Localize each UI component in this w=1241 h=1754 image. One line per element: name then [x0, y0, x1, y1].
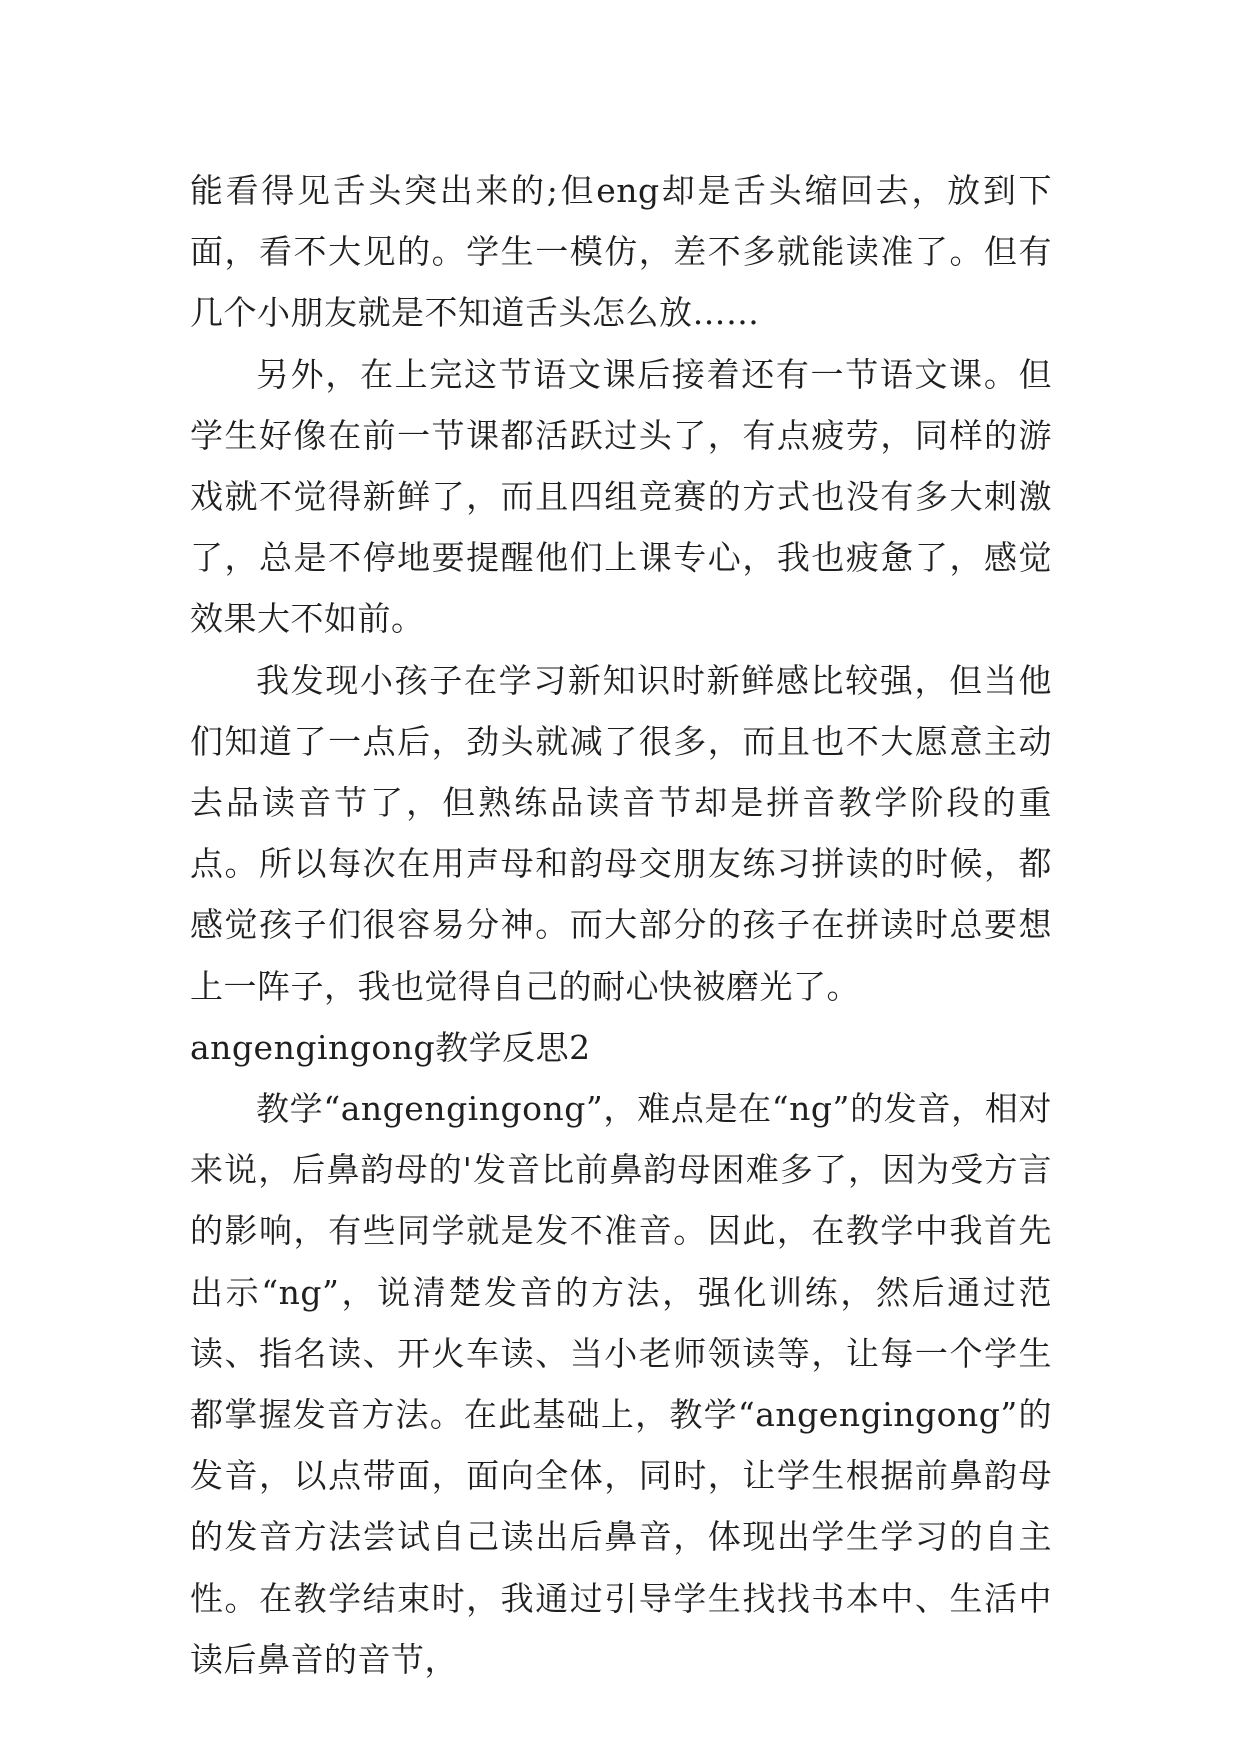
paragraph-2: 另外，在上完这节语文课后接着还有一节语文课。但学生好像在前一节课都活跃过头了，有点疲劳，同样的游戏就不觉得新鲜了，而且四组竞赛的方式也没有多大刺激了，总是不停地要提醒他们上课专心，我也疲惫了，感觉效果大不如前。	[190, 354, 1052, 639]
paragraph-3: 我发现小孩子在学习新知识时新鲜感比较强，但当他们知道了一点后，劲头就减了很多，而且也不大愿意主动去品读音节了，但熟练品读音节却是拼音教学阶段的重点。所以每次在用声母和韵母交朋友练习拼读的时候，都感觉孩子们很容易分神。而大部分的孩子在拼读时总要想上一阵子，我也觉得自己的耐心快被磨光了。	[190, 660, 1052, 1006]
section-heading: angengingong教学反思2	[190, 1027, 591, 1067]
paragraph-1: 能看得见舌头突出来的;但eng却是舌头缩回去，放到下面，看不大见的。学生一模仿，差不多就能读准了。但有几个小朋友就是不知道舌头怎么放……	[190, 171, 1052, 333]
paragraph-4: 教学“angengingong”，难点是在“ng”的发音，相对来说，后鼻韵母的'发音比前鼻韵母困难多了，因为受方言的影响，有些同学就是发不准音。因此，在教学中我首先出示“ng”，说清楚发音的方法，强化训练，然后通过范读、指名读、开火车读、当小老师领读等，让每一个学生都掌握发音方法。在此基础上，教学“angengingong”的发音，以点带面，面向全体，同时，让学生根据前鼻韵母的发音方法尝试自己读出后鼻音，体现出学生学习的自主性。在教学结束时，我通过引导学生找找书本中、生活中读后鼻音的音节，	[190, 1089, 1052, 1679]
document-page	[190, 160, 1052, 1690]
